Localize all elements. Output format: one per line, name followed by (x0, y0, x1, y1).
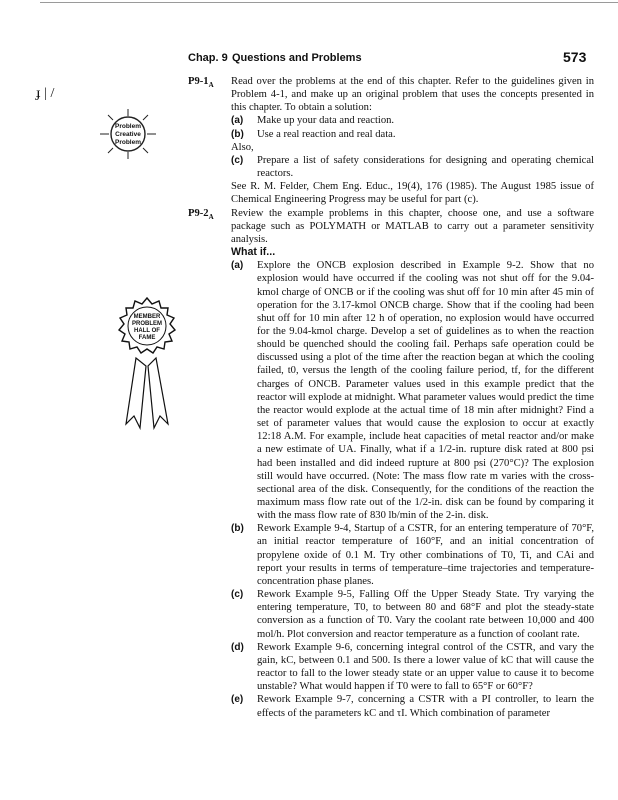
problem-9-2 (186, 207, 594, 720)
badge-line-1: Problem (114, 123, 142, 130)
ribbon-line-4: FAME (138, 335, 156, 341)
part-a: (a) Explore the ONCB explosion described in Example 9-2. Show that no explosion would have occurred if the cooling was not shut off for the 9.04-kmol charge of ONCB or if the cooling was shut off for 10 min after 45 min of operation for the 3.17-kmol ONCB charge. Show that if the cooling had been shut off for 10 min after 12 h of operation, no explosion would have occurred for the 9.04-kmol charge. Develop a set of guidelines as to when the reaction should be quenched should the cooling fail. Perhaps safe operation could be discussed using a plot of the time after the reaction began at which the cooling failed, t0, versus the length of the cooling failure period, tf, for the different charges of ONCB. Parameter values used in this example predict that the reactor will explode at midnight. What parameter values would predict the time the reactor would explode at the actual time of 18 min after midnight? Find a set of parameter values that would cause the explosion to occur at exactly 12:18 A.M. For example, include heat capacities of metal reactor and/or make a new estimate of UA. Finally, what if a 1/2-in. rupture disk rated at 800 psi had been installed and did indeed rupture at 800 psi (270°C)? The explosion still would have occurred. (Note: The mass flow rate m varies with the cross-sectional area of the disk. Consequently, for the conditions of the reaction the maximum mass flow rate out of the 1/2-in. disk can be found by comparing it with the mass flow rate of 830 lb/min of the 2-in. disk. (231, 260, 594, 522)
problems-body (186, 75, 594, 720)
badge-line-3: Problem (114, 139, 142, 146)
part-c: (c) Prepare a list of safety considerations for designing and operating chemical reactors. (231, 154, 594, 180)
top-rule (40, 2, 618, 3)
also-text: Also, (231, 141, 254, 153)
reference-text: See R. M. Felder, Chem Eng. Educ., 19(4), 176 (1985). The August 1985 issue of Chemical Engineering Progress may be useful for part (c). (231, 181, 594, 206)
margin-handwritten-mark: ɟ | / (36, 86, 55, 101)
ribbon-line-2: PROBLEM (132, 321, 162, 327)
ribbon-line-3: HALL OF (134, 328, 160, 334)
part-d: (d) Rework Example 9-6, concerning integral control of the CSTR, and vary the gain, kC, between 0.1 and 500. Is there a lower value of kC that will cause the reactor to fall to the lower steady state or an upper value to cause it to become unstable? What would happen if T0 were to fall to 65°F or 60°F? (231, 641, 594, 693)
part-c: (c) Rework Example 9-5, Falling Off the Upper Steady State. Try varying the entering temperature, T0, to between 80 and 68°F and plot the steady-state conversion as a function of T0. Vary the coolant rate between 10,000 and 400 mol/h. Plot conversion and reactor temperature as a function of coolant rate. (231, 589, 594, 640)
problem-intro: Read over the problems at the end of this chapter. Refer to the guidelines given in Problem 4-1, and make up an original problem that uses the concepts presented in this chapter. To obtain a solution: (231, 76, 594, 114)
creative-problem-badge-icon (100, 107, 156, 161)
part-e: (e) Rework Example 9-7, concerning a CSTR with a PI controller, to learn the effects of the parameters kC and τI. Which combination of parameter (231, 694, 594, 719)
problem-9-1 (186, 75, 594, 207)
section-title: Questions and Problems (232, 52, 362, 64)
problem-intro: Review the example problems in this chapter, choose one, and use a software package such as POLYMATH or MATLAB to carry out a parameter sensitivity analysis. (231, 207, 594, 245)
badge-line-2: Creative (115, 131, 141, 138)
problem-number: $P9-1_A$ (188, 76, 214, 90)
what-if-heading: What if... (231, 246, 276, 259)
problem-number: $P9-2_A$ (188, 207, 214, 221)
ribbon-line-1: MEMBER (133, 314, 161, 320)
chapter-label: Chap. 9 (188, 52, 228, 64)
hall-of-fame-ribbon-icon (112, 296, 182, 436)
part-a: (a) Make up your data and reaction. (231, 115, 395, 127)
part-b: (b) Rework Example 9-4, Startup of a CSTR, for an entering temperature of 70°F, an initial reactor temperature of 160°F, and an initial concentration of propylene oxide of 0.1 M. Try other combinations of T0, Ti, and CAi and report your results in terms of temperature–time trajectories and temperature-concentration phase planes. (231, 523, 594, 587)
part-b: (b) Use a real reaction and real data. (231, 128, 396, 140)
page-number: 573 (563, 49, 587, 65)
